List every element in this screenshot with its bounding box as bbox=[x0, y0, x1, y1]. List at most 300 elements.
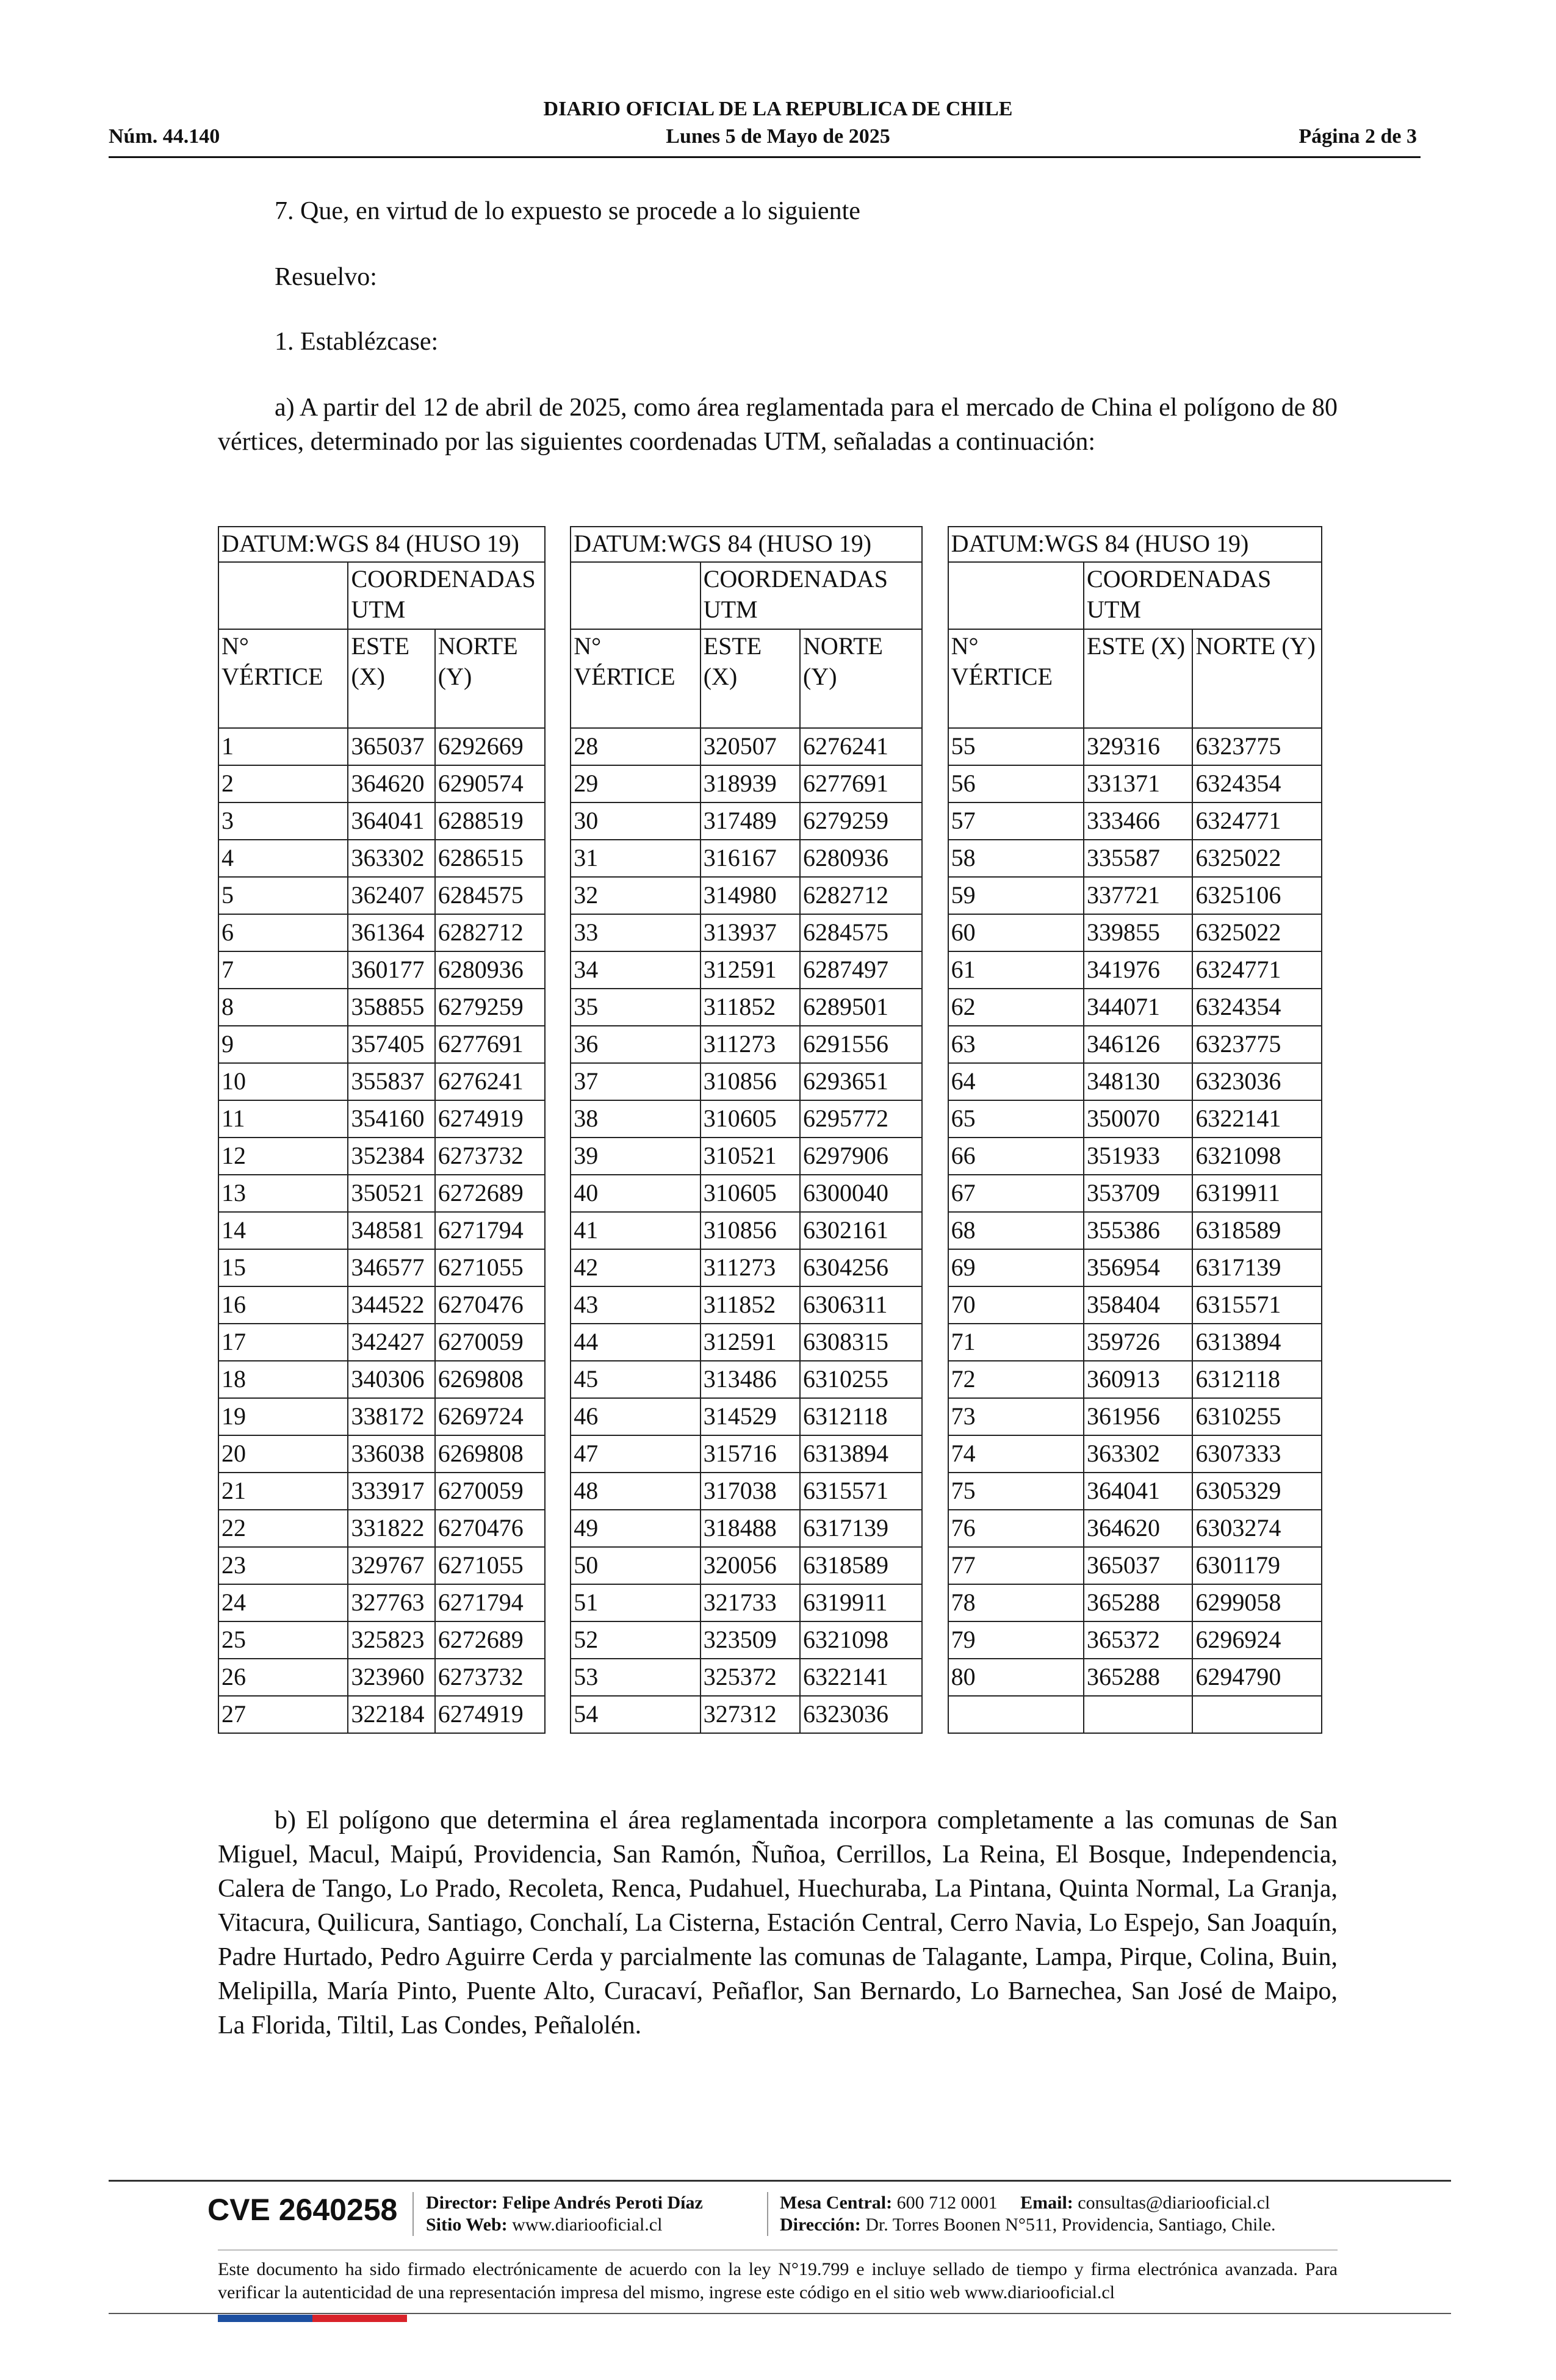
table-row bbox=[218, 877, 1322, 914]
norte-value: 6300040 bbox=[800, 1175, 922, 1212]
cve-code: CVE 2640258 bbox=[207, 2193, 398, 2227]
norte-value: 6284575 bbox=[435, 877, 545, 914]
este-value: 327763 bbox=[348, 1584, 434, 1621]
norte-value: 6282712 bbox=[800, 877, 922, 914]
footer-divider-bottom bbox=[109, 2313, 1451, 2314]
este-value: 361956 bbox=[1084, 1398, 1192, 1435]
este-value: 317489 bbox=[701, 802, 800, 840]
este-value: 322184 bbox=[348, 1696, 434, 1733]
footer-divider-top bbox=[109, 2180, 1451, 2182]
norte-value: 6302161 bbox=[800, 1212, 922, 1249]
vertex-number: 52 bbox=[571, 1621, 700, 1659]
norte-value bbox=[1192, 1696, 1322, 1733]
vertex-number: 67 bbox=[948, 1175, 1084, 1212]
vertex-number: 18 bbox=[218, 1361, 348, 1398]
table-row bbox=[218, 951, 1322, 989]
vertex-number bbox=[948, 1696, 1084, 1733]
vertex-number: 58 bbox=[948, 840, 1084, 877]
vertex-number: 40 bbox=[571, 1175, 700, 1212]
vertex-number: 10 bbox=[218, 1063, 348, 1100]
table-row bbox=[218, 914, 1322, 951]
este-value: 310521 bbox=[701, 1138, 800, 1175]
este-value: 360913 bbox=[1084, 1361, 1192, 1398]
table-gap bbox=[545, 1584, 571, 1621]
empty-header-cell bbox=[218, 562, 348, 629]
table-row bbox=[218, 840, 1322, 877]
norte-value: 6323036 bbox=[1192, 1063, 1322, 1100]
vertex-number: 78 bbox=[948, 1584, 1084, 1621]
este-value: 365288 bbox=[1084, 1659, 1192, 1696]
table-row bbox=[218, 1435, 1322, 1473]
address-value: Dr. Torres Boonen N°511, Providencia, Santiago, Chile. bbox=[865, 2215, 1276, 2235]
table-gap bbox=[545, 527, 571, 562]
vertex-number: 69 bbox=[948, 1249, 1084, 1286]
este-value: 311852 bbox=[701, 1286, 800, 1324]
table-gap bbox=[922, 1361, 948, 1398]
header-divider bbox=[109, 156, 1421, 158]
norte-value: 6289501 bbox=[800, 989, 922, 1026]
vertex-number: 42 bbox=[571, 1249, 700, 1286]
norte-value: 6315571 bbox=[1192, 1286, 1322, 1324]
norte-value: 6313894 bbox=[1192, 1324, 1322, 1361]
vertex-number: 6 bbox=[218, 914, 348, 951]
table-gap bbox=[545, 989, 571, 1026]
vertex-number: 15 bbox=[218, 1249, 348, 1286]
este-value: 331371 bbox=[1084, 765, 1192, 802]
table-gap bbox=[922, 728, 948, 765]
norte-value: 6310255 bbox=[1192, 1398, 1322, 1435]
utm-coordinates-table bbox=[218, 526, 1322, 1734]
norte-value: 6312118 bbox=[800, 1398, 922, 1435]
este-value: 320056 bbox=[701, 1547, 800, 1584]
norte-value: 6271055 bbox=[435, 1249, 545, 1286]
vertex-number: 75 bbox=[948, 1473, 1084, 1510]
vertex-number: 63 bbox=[948, 1026, 1084, 1063]
este-value: 355837 bbox=[348, 1063, 434, 1100]
vertex-number: 68 bbox=[948, 1212, 1084, 1249]
norte-value: 6318589 bbox=[1192, 1212, 1322, 1249]
table-row bbox=[218, 1063, 1322, 1100]
este-value: 364620 bbox=[348, 765, 434, 802]
empty-header-cell bbox=[571, 562, 700, 629]
column-header-norte: NORTE (Y) bbox=[1192, 629, 1322, 728]
footer-separator bbox=[412, 2192, 414, 2236]
table-row bbox=[218, 1510, 1322, 1547]
norte-value: 6290574 bbox=[435, 765, 545, 802]
este-value: 335587 bbox=[1084, 840, 1192, 877]
vertex-number: 19 bbox=[218, 1398, 348, 1435]
vertex-number: 74 bbox=[948, 1435, 1084, 1473]
table-gap bbox=[922, 914, 948, 951]
norte-value: 6325022 bbox=[1192, 840, 1322, 877]
este-value: 358404 bbox=[1084, 1286, 1192, 1324]
vertex-number: 32 bbox=[571, 877, 700, 914]
vertex-number: 7 bbox=[218, 951, 348, 989]
este-value: 331822 bbox=[348, 1510, 434, 1547]
paragraph-7: 7. Que, en virtud de lo expuesto se procede a lo siguiente bbox=[275, 197, 860, 225]
table-gap bbox=[545, 1473, 571, 1510]
table-row bbox=[218, 1138, 1322, 1175]
vertex-number: 65 bbox=[948, 1100, 1084, 1138]
este-value: 311273 bbox=[701, 1249, 800, 1286]
website-label: Sitio Web: bbox=[426, 2215, 508, 2235]
table-row bbox=[218, 1249, 1322, 1286]
norte-value: 6288519 bbox=[435, 802, 545, 840]
norte-value: 6274919 bbox=[435, 1100, 545, 1138]
vertex-number: 31 bbox=[571, 840, 700, 877]
vertex-number: 3 bbox=[218, 802, 348, 840]
este-value: 359726 bbox=[1084, 1324, 1192, 1361]
norte-value: 6317139 bbox=[1192, 1249, 1322, 1286]
page-indicator: Página 2 de 3 bbox=[1298, 125, 1417, 148]
este-value: 351933 bbox=[1084, 1138, 1192, 1175]
footer-address bbox=[780, 2214, 1276, 2236]
table-gap bbox=[922, 1212, 948, 1249]
table-row bbox=[218, 989, 1322, 1026]
table-gap bbox=[545, 1026, 571, 1063]
norte-value: 6297906 bbox=[800, 1138, 922, 1175]
este-value: 338172 bbox=[348, 1398, 434, 1435]
este-value: 312591 bbox=[701, 951, 800, 989]
table-gap bbox=[545, 1175, 571, 1212]
vertex-number: 73 bbox=[948, 1398, 1084, 1435]
table-row bbox=[218, 1547, 1322, 1584]
este-value: 355386 bbox=[1084, 1212, 1192, 1249]
vertex-number: 45 bbox=[571, 1361, 700, 1398]
paragraph-resuelvo: Resuelvo: bbox=[275, 263, 377, 291]
vertex-number: 80 bbox=[948, 1659, 1084, 1696]
norte-value: 6271794 bbox=[435, 1584, 545, 1621]
table-gap bbox=[922, 1063, 948, 1100]
este-value: 365372 bbox=[1084, 1621, 1192, 1659]
este-value: 329767 bbox=[348, 1547, 434, 1584]
table-row bbox=[218, 1100, 1322, 1138]
este-value: 310605 bbox=[701, 1100, 800, 1138]
este-value: 342427 bbox=[348, 1324, 434, 1361]
este-value: 327312 bbox=[701, 1696, 800, 1733]
vertex-number: 4 bbox=[218, 840, 348, 877]
norte-value: 6321098 bbox=[800, 1621, 922, 1659]
table-row bbox=[218, 1621, 1322, 1659]
paragraph-a: a) A partir del 12 de abril de 2025, como área reglamentada para el mercado de China el polígono de 80 vértices, determinado por las siguientes coordenadas UTM, señaladas a continuación: bbox=[218, 394, 1338, 456]
norte-value: 6269808 bbox=[435, 1361, 545, 1398]
vertex-number: 14 bbox=[218, 1212, 348, 1249]
table-gap bbox=[545, 728, 571, 765]
vertex-number: 43 bbox=[571, 1286, 700, 1324]
vertex-number: 59 bbox=[948, 877, 1084, 914]
norte-value: 6303274 bbox=[1192, 1510, 1322, 1547]
este-value: 361364 bbox=[348, 914, 434, 951]
norte-value: 6292669 bbox=[435, 728, 545, 765]
vertex-number: 1 bbox=[218, 728, 348, 765]
este-value: 363302 bbox=[1084, 1435, 1192, 1473]
vertex-number: 61 bbox=[948, 951, 1084, 989]
email-link[interactable]: consultas@diariooficial.cl bbox=[1078, 2193, 1270, 2213]
vertex-number: 2 bbox=[218, 765, 348, 802]
norte-value: 6296924 bbox=[1192, 1621, 1322, 1659]
norte-value: 6324771 bbox=[1192, 802, 1322, 840]
table-gap bbox=[922, 989, 948, 1026]
table-gap bbox=[922, 1584, 948, 1621]
empty-header-cell bbox=[948, 562, 1084, 629]
vertex-number: 39 bbox=[571, 1138, 700, 1175]
table-gap bbox=[545, 802, 571, 840]
vertex-number: 20 bbox=[218, 1435, 348, 1473]
table-row bbox=[218, 1212, 1322, 1249]
table-gap bbox=[545, 562, 571, 629]
vertex-number: 66 bbox=[948, 1138, 1084, 1175]
norte-value: 6317139 bbox=[800, 1510, 922, 1547]
table-gap bbox=[922, 527, 948, 562]
column-header-norte: NORTE (Y) bbox=[435, 629, 545, 728]
vertex-number: 55 bbox=[948, 728, 1084, 765]
vertex-number: 79 bbox=[948, 1621, 1084, 1659]
norte-value: 6323775 bbox=[1192, 728, 1322, 765]
mesa-phone: 600 712 0001 bbox=[896, 2193, 998, 2213]
table-gap bbox=[922, 877, 948, 914]
utm-header: COORDENADAS UTM bbox=[1084, 562, 1322, 629]
norte-value: 6322141 bbox=[1192, 1100, 1322, 1138]
table-gap bbox=[922, 1286, 948, 1324]
vertex-number: 38 bbox=[571, 1100, 700, 1138]
este-value: 336038 bbox=[348, 1435, 434, 1473]
column-header-vertex: N° VÉRTICE bbox=[571, 629, 700, 728]
norte-value: 6315571 bbox=[800, 1473, 922, 1510]
vertex-number: 30 bbox=[571, 802, 700, 840]
norte-value: 6273732 bbox=[435, 1138, 545, 1175]
director-name: Felipe Andrés Peroti Díaz bbox=[502, 2193, 703, 2213]
director-label: Director: bbox=[426, 2193, 498, 2213]
vertex-number: 70 bbox=[948, 1286, 1084, 1324]
norte-value: 6324354 bbox=[1192, 989, 1322, 1026]
este-value: 337721 bbox=[1084, 877, 1192, 914]
norte-value: 6286515 bbox=[435, 840, 545, 877]
norte-value: 6293651 bbox=[800, 1063, 922, 1100]
vertex-number: 33 bbox=[571, 914, 700, 951]
este-value: 310856 bbox=[701, 1212, 800, 1249]
vertex-number: 26 bbox=[218, 1659, 348, 1696]
table-gap bbox=[922, 951, 948, 989]
vertex-number: 54 bbox=[571, 1696, 700, 1733]
este-value: 346577 bbox=[348, 1249, 434, 1286]
este-value: 318939 bbox=[701, 765, 800, 802]
este-value: 357405 bbox=[348, 1026, 434, 1063]
vertex-number: 22 bbox=[218, 1510, 348, 1547]
norte-value: 6310255 bbox=[800, 1361, 922, 1398]
este-value: 333917 bbox=[348, 1473, 434, 1510]
flag-stripe-blue bbox=[218, 2315, 312, 2322]
norte-value: 6272689 bbox=[435, 1621, 545, 1659]
table-gap bbox=[545, 1100, 571, 1138]
este-value: 313937 bbox=[701, 914, 800, 951]
este-value: 348581 bbox=[348, 1212, 434, 1249]
table-row bbox=[218, 1696, 1322, 1733]
norte-value: 6324771 bbox=[1192, 951, 1322, 989]
este-value: 329316 bbox=[1084, 728, 1192, 765]
table-row bbox=[218, 1026, 1322, 1063]
footer-divider-mid bbox=[218, 2249, 1338, 2251]
este-value: 365037 bbox=[1084, 1547, 1192, 1584]
table-row bbox=[218, 1286, 1322, 1324]
column-header-norte: NORTE (Y) bbox=[800, 629, 922, 728]
table-header-columns bbox=[218, 629, 1322, 728]
norte-value: 6271794 bbox=[435, 1212, 545, 1249]
table-row bbox=[218, 1398, 1322, 1435]
vertex-number: 23 bbox=[218, 1547, 348, 1584]
vertex-number: 28 bbox=[571, 728, 700, 765]
vertex-number: 46 bbox=[571, 1398, 700, 1435]
table-gap bbox=[922, 629, 948, 728]
norte-value: 6269808 bbox=[435, 1435, 545, 1473]
datum-header: DATUM:WGS 84 (HUSO 19) bbox=[218, 527, 545, 562]
flag-stripe-red bbox=[312, 2315, 407, 2322]
este-value: 341976 bbox=[1084, 951, 1192, 989]
vertex-number: 17 bbox=[218, 1324, 348, 1361]
vertex-number: 72 bbox=[948, 1361, 1084, 1398]
este-value: 325372 bbox=[701, 1659, 800, 1696]
norte-value: 6279259 bbox=[800, 802, 922, 840]
vertex-number: 51 bbox=[571, 1584, 700, 1621]
norte-value: 6272689 bbox=[435, 1175, 545, 1212]
vertex-number: 13 bbox=[218, 1175, 348, 1212]
mesa-label: Mesa Central: bbox=[780, 2193, 893, 2213]
norte-value: 6277691 bbox=[435, 1026, 545, 1063]
este-value: 358855 bbox=[348, 989, 434, 1026]
norte-value: 6295772 bbox=[800, 1100, 922, 1138]
norte-value: 6284575 bbox=[800, 914, 922, 951]
norte-value: 6325022 bbox=[1192, 914, 1322, 951]
norte-value: 6305329 bbox=[1192, 1473, 1322, 1510]
vertex-number: 62 bbox=[948, 989, 1084, 1026]
vertex-number: 5 bbox=[218, 877, 348, 914]
vertex-number: 37 bbox=[571, 1063, 700, 1100]
table-gap bbox=[545, 1063, 571, 1100]
este-value: 363302 bbox=[348, 840, 434, 877]
table-gap bbox=[922, 802, 948, 840]
table-row bbox=[218, 802, 1322, 840]
table-row bbox=[218, 765, 1322, 802]
este-value: 354160 bbox=[348, 1100, 434, 1138]
table-gap bbox=[922, 1324, 948, 1361]
este-value: 311852 bbox=[701, 989, 800, 1026]
norte-value: 6270059 bbox=[435, 1324, 545, 1361]
vertex-number: 24 bbox=[218, 1584, 348, 1621]
este-value: 321733 bbox=[701, 1584, 800, 1621]
este-value: 325823 bbox=[348, 1621, 434, 1659]
footer-website bbox=[426, 2214, 662, 2236]
norte-value: 6323036 bbox=[800, 1696, 922, 1733]
issue-date: Lunes 5 de Mayo de 2025 bbox=[666, 125, 890, 148]
norte-value: 6280936 bbox=[435, 951, 545, 989]
norte-value: 6325106 bbox=[1192, 877, 1322, 914]
vertex-number: 21 bbox=[218, 1473, 348, 1510]
norte-value: 6304256 bbox=[800, 1249, 922, 1286]
newspaper-title: DIARIO OFICIAL DE LA REPUBLICA DE CHILE bbox=[543, 98, 1013, 120]
table-row bbox=[218, 1584, 1322, 1621]
norte-value: 6280936 bbox=[800, 840, 922, 877]
legal-notice: Este documento ha sido firmado electrónicamente de acuerdo con la ley N°19.799 e incluye sellado de tiempo y firma electrónica avanzada. Para verificar la autenticidad de una representación impresa del mismo, ingrese este código en el sitio web www.diariooficial.cl bbox=[218, 2259, 1338, 2302]
este-value: 315716 bbox=[701, 1435, 800, 1473]
table-gap bbox=[545, 1286, 571, 1324]
table-gap bbox=[922, 1696, 948, 1733]
table-gap bbox=[545, 1696, 571, 1733]
utm-header: COORDENADAS UTM bbox=[701, 562, 923, 629]
este-value: 317038 bbox=[701, 1473, 800, 1510]
este-value: 344071 bbox=[1084, 989, 1192, 1026]
norte-value: 6277691 bbox=[800, 765, 922, 802]
este-value: 352384 bbox=[348, 1138, 434, 1175]
este-value: 344522 bbox=[348, 1286, 434, 1324]
este-value: 313486 bbox=[701, 1361, 800, 1398]
este-value: 364041 bbox=[348, 802, 434, 840]
table-gap bbox=[545, 1435, 571, 1473]
norte-value: 6312118 bbox=[1192, 1361, 1322, 1398]
este-value: 350070 bbox=[1084, 1100, 1192, 1138]
este-value: 365037 bbox=[348, 728, 434, 765]
column-header-vertex: N° VÉRTICE bbox=[218, 629, 348, 728]
este-value: 314529 bbox=[701, 1398, 800, 1435]
table-gap bbox=[922, 840, 948, 877]
table-gap bbox=[545, 1212, 571, 1249]
norte-value: 6294790 bbox=[1192, 1659, 1322, 1696]
website-link[interactable]: www.diariooficial.cl bbox=[512, 2215, 663, 2235]
norte-value: 6323775 bbox=[1192, 1026, 1322, 1063]
table-row bbox=[218, 1175, 1322, 1212]
table-gap bbox=[545, 951, 571, 989]
table-gap bbox=[922, 1026, 948, 1063]
vertex-number: 36 bbox=[571, 1026, 700, 1063]
table-gap bbox=[922, 1249, 948, 1286]
norte-value: 6273732 bbox=[435, 1659, 545, 1696]
norte-value: 6271055 bbox=[435, 1547, 545, 1584]
table-row bbox=[218, 1361, 1322, 1398]
este-value: 356954 bbox=[1084, 1249, 1192, 1286]
este-value: 339855 bbox=[1084, 914, 1192, 951]
column-header-este: ESTE (X) bbox=[1084, 629, 1192, 728]
table-gap bbox=[545, 1510, 571, 1547]
table-header-datum bbox=[218, 527, 1322, 562]
este-value: 323960 bbox=[348, 1659, 434, 1696]
este-value: 365288 bbox=[1084, 1584, 1192, 1621]
este-value: 311273 bbox=[701, 1026, 800, 1063]
vertex-number: 25 bbox=[218, 1621, 348, 1659]
norte-value: 6319911 bbox=[800, 1584, 922, 1621]
footer-separator bbox=[767, 2192, 768, 2236]
norte-value: 6276241 bbox=[435, 1063, 545, 1100]
email-label: Email: bbox=[1020, 2193, 1073, 2213]
table-gap bbox=[922, 1398, 948, 1435]
este-value: 323509 bbox=[701, 1621, 800, 1659]
este-value: 314980 bbox=[701, 877, 800, 914]
table-gap bbox=[545, 1621, 571, 1659]
vertex-number: 44 bbox=[571, 1324, 700, 1361]
vertex-number: 53 bbox=[571, 1659, 700, 1696]
norte-value: 6279259 bbox=[435, 989, 545, 1026]
vertex-number: 57 bbox=[948, 802, 1084, 840]
vertex-number: 41 bbox=[571, 1212, 700, 1249]
este-value: 333466 bbox=[1084, 802, 1192, 840]
table-gap bbox=[922, 1621, 948, 1659]
table-gap bbox=[545, 1361, 571, 1398]
norte-value: 6270476 bbox=[435, 1510, 545, 1547]
vertex-number: 29 bbox=[571, 765, 700, 802]
table-gap bbox=[922, 1659, 948, 1696]
norte-value: 6324354 bbox=[1192, 765, 1322, 802]
table-gap bbox=[922, 562, 948, 629]
vertex-number: 64 bbox=[948, 1063, 1084, 1100]
vertex-number: 77 bbox=[948, 1547, 1084, 1584]
datum-header: DATUM:WGS 84 (HUSO 19) bbox=[948, 527, 1322, 562]
